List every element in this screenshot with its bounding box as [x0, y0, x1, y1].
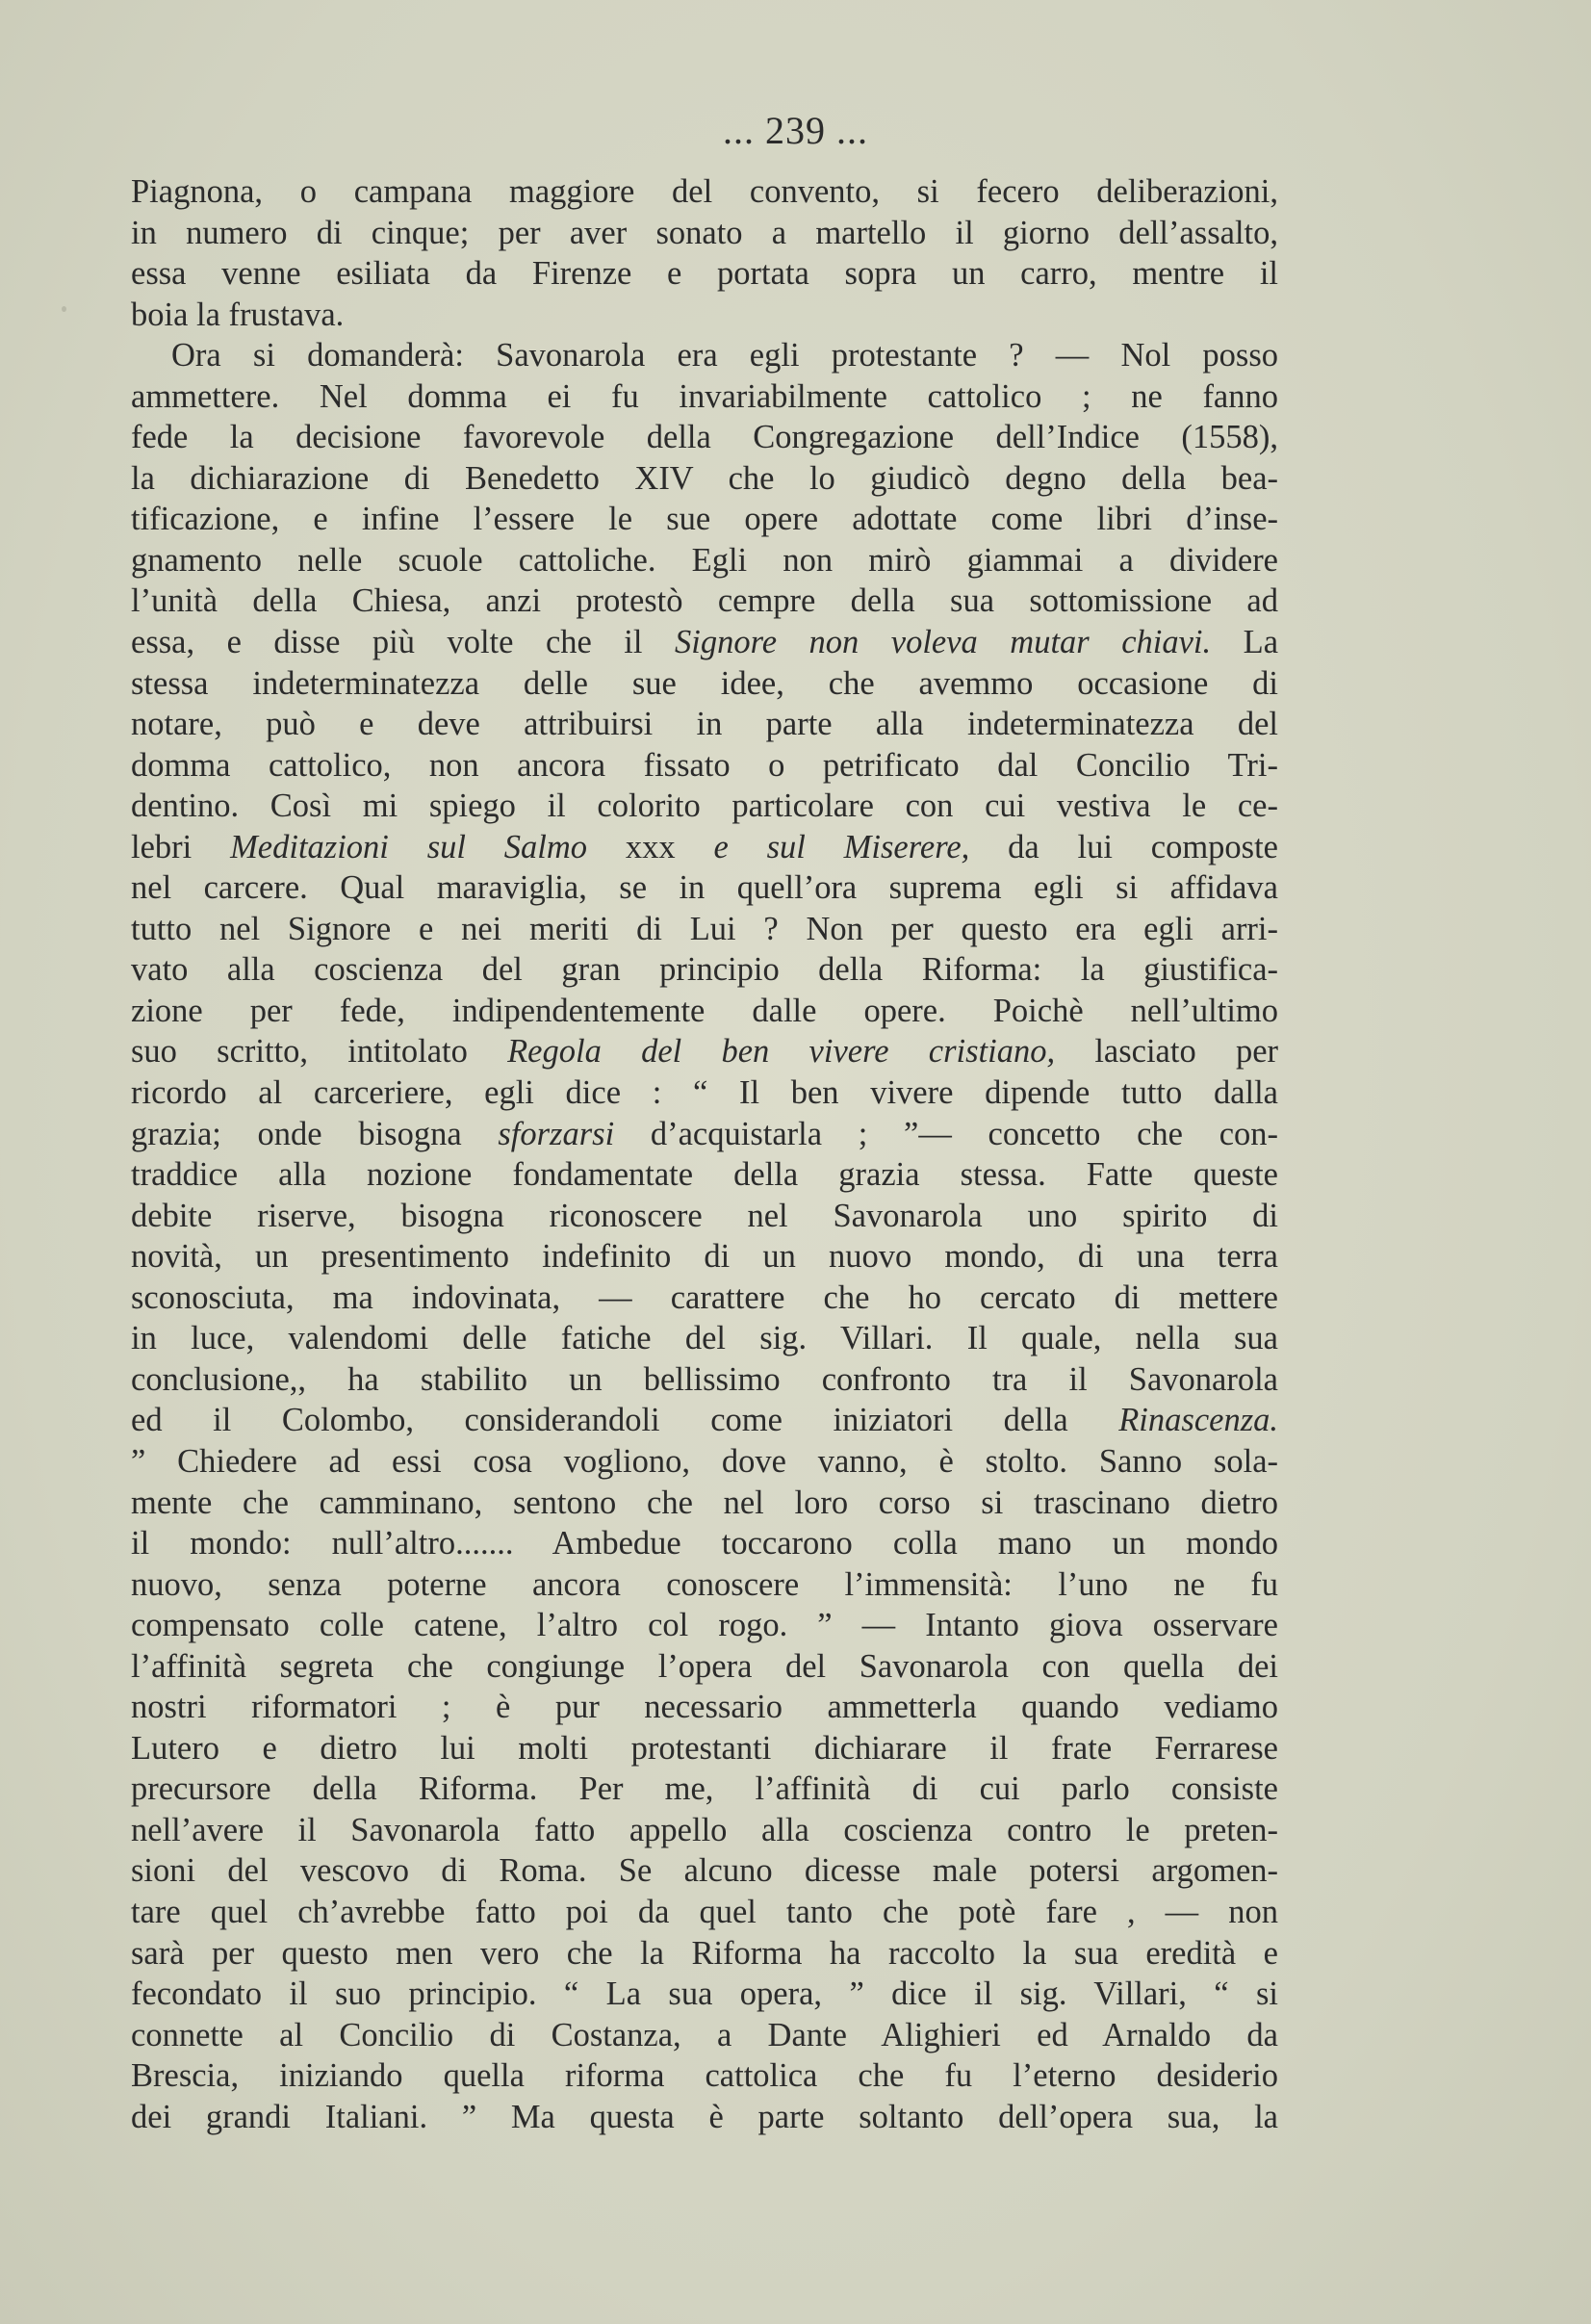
- body-text: [131, 171, 1278, 2137]
- text-line: [131, 909, 1278, 950]
- text-line: [131, 540, 1278, 581]
- text-run: Brescia, iniziando quella riforma cattolica che fu l’eterno desiderio: [131, 2057, 1278, 2095]
- text-run: in luce, valendomi delle fatiche del sig. Villari. Il quale, nella sua: [131, 1320, 1278, 1357]
- text-line: [131, 1974, 1278, 2015]
- text-run: zione per fede, indipendentemente dalle opere. Poichè nell’ultimo: [131, 992, 1278, 1029]
- text-line: [131, 1278, 1278, 1319]
- text-line: [131, 867, 1278, 909]
- text-line: [131, 1400, 1278, 1441]
- text-line: [131, 1687, 1278, 1728]
- text-run: compensato colle catene, l’altro col rogo. ” — Intanto giova osservare: [131, 1607, 1278, 1644]
- text-run: boia la frustava.: [131, 296, 345, 333]
- text-line: [131, 1892, 1278, 1933]
- text-line: [131, 704, 1278, 745]
- text-run: nostri riformatori ; è pur necessario ammetterla quando vediamo: [131, 1689, 1278, 1726]
- text-line: [131, 1154, 1278, 1196]
- text-line: [131, 1850, 1278, 1892]
- text-line: [131, 1564, 1278, 1606]
- paper-speck: [62, 306, 66, 312]
- text-line: [131, 458, 1278, 500]
- text-run: ricordo al carceriere, egli dice : “ Il ben vivere dipende tutto dalla: [131, 1074, 1278, 1112]
- text-run: fecondato il suo principio. “ La sua opera, ” dice il sig. Villari, “ si: [131, 1975, 1278, 2013]
- text-run: lebri: [131, 828, 231, 865]
- text-run: debite riserve, bisogna riconoscere nel Savonarola uno spirito di: [131, 1197, 1278, 1234]
- text-run: grazia; onde bisogna: [131, 1115, 499, 1152]
- text-run: l’affinità segreta che congiunge l’opera del Savonarola con quella dei: [131, 1647, 1278, 1685]
- text-run: lasciato per: [1055, 1033, 1278, 1071]
- text-line: [131, 1483, 1278, 1524]
- text-run: gnamento nelle scuole cattoliche. Egli non mirò giammai a dividere: [131, 541, 1278, 579]
- text-run: ammettere. Nel domma ei fu invariabilmente cattolico ; ne fanno: [131, 377, 1278, 415]
- text-run: domma cattolico, non ancora fissato o petrificato dal Concilio Tri-: [131, 746, 1278, 784]
- text-run: d’acquistarla ; ”— concetto che con-: [614, 1115, 1279, 1152]
- text-run: xxx: [587, 828, 714, 865]
- italic-text: Meditazioni sul Salmo: [230, 828, 588, 865]
- text-line: [131, 786, 1278, 827]
- text-line: [131, 1318, 1278, 1359]
- text-run: conclusione,, ha stabilito un bellissimo confronto tra il Savonarola: [131, 1360, 1278, 1398]
- text-line: [131, 581, 1278, 622]
- italic-text: e sul Miserere,: [713, 828, 970, 865]
- text-line: [131, 2015, 1278, 2056]
- text-run: tutto nel Signore e nei meriti di Lui ? Non per questo era egli arri-: [131, 910, 1278, 947]
- text-line: [131, 376, 1278, 418]
- text-run: stessa indeterminatezza delle sue idee, che avemmo occasione di: [131, 664, 1278, 702]
- text-line: [131, 1605, 1278, 1646]
- text-run: il mondo: null’altro....... Ambedue toccarono colla mano un mondo: [131, 1525, 1278, 1562]
- text-line: [131, 253, 1278, 295]
- text-line: [131, 1114, 1278, 1155]
- text-line: [131, 1031, 1278, 1072]
- text-line: [131, 827, 1278, 868]
- text-run: essa, e disse più volte che il: [131, 624, 675, 661]
- text-run: nell’avere il Savonarola fatto appello alla coscienza contro le preten-: [131, 1811, 1278, 1848]
- text-line: [131, 2055, 1278, 2097]
- text-run: Piagnona, o campana maggiore del convento, si fecero deliberazioni,: [131, 173, 1278, 210]
- text-line: [131, 417, 1278, 458]
- text-line: [131, 1072, 1278, 1114]
- italic-text: Rinascenza.: [1118, 1402, 1278, 1439]
- text-run: Ora si domanderà: Savonarola era egli protestante ? — Nol posso: [171, 337, 1278, 374]
- text-line: [131, 295, 1278, 336]
- text-run: suo scritto, intitolato: [131, 1033, 508, 1071]
- text-run: dentino. Così mi spiego il colorito particolare con cui vestiva le ce-: [131, 788, 1278, 825]
- text-line: [131, 1646, 1278, 1688]
- text-line: [131, 1933, 1278, 1975]
- text-run: precursore della Riforma. Per me, l’affinità di cui parlo consiste: [131, 1770, 1278, 1808]
- italic-text: sforzarsi: [498, 1115, 615, 1152]
- text-run: tare quel ch’avrebbe fatto poi da quel tanto che potè fare , — non: [131, 1893, 1278, 1930]
- text-run: Lutero e dietro lui molti protestanti dichiarare il frate Ferrarese: [131, 1729, 1278, 1767]
- page-number: ... 239 ...: [723, 109, 868, 152]
- text-line: [131, 991, 1278, 1032]
- text-run: dei grandi Italiani. ” Ma questa è parte soltanto dell’opera sua, la: [131, 2098, 1278, 2135]
- italic-text: Regola del ben vivere cristiano,: [507, 1033, 1056, 1071]
- text-run: sioni del vescovo di Roma. Se alcuno dicesse male potersi argomen-: [131, 1852, 1278, 1890]
- text-run: essa venne esiliata da Firenze e portata sopra un carro, mentre il: [131, 255, 1278, 293]
- text-line: [131, 213, 1278, 254]
- text-run: connette al Concilio di Costanza, a Dante Alighieri ed Arnaldo da: [131, 2016, 1278, 2053]
- text-line: [131, 1728, 1278, 1769]
- text-run: tificazione, e infine l’essere le sue opere adottate come libri d’inse-: [131, 501, 1278, 538]
- text-line: [131, 1236, 1278, 1278]
- text-run: l’unità della Chiesa, anzi protestò cempre della sua sottomissione ad: [131, 582, 1278, 620]
- text-run: fede la decisione favorevole della Congregazione dell’Indice (1558),: [131, 419, 1278, 456]
- text-run: nuovo, senza poterne ancora conoscere l’immensità: l’uno ne fu: [131, 1565, 1278, 1603]
- text-line: [131, 1769, 1278, 1810]
- text-line: [131, 663, 1278, 705]
- text-run: mente che camminano, sentono che nel loro corso si trascinano dietro: [131, 1484, 1278, 1521]
- text-line: [131, 171, 1278, 213]
- text-run: nel carcere. Qual maraviglia, se in quell’ora suprema egli si affidava: [131, 869, 1278, 907]
- text-line: [131, 499, 1278, 540]
- text-run: sconosciuta, ma indovinata, — carattere che ho cercato di mettere: [131, 1278, 1278, 1316]
- text-line: [131, 622, 1278, 663]
- italic-text: Signore non voleva mutar chiavi.: [674, 624, 1212, 661]
- text-run: in numero di cinque; per aver sonato a martello il giorno dell’assalto,: [131, 214, 1278, 251]
- text-run: La: [1211, 624, 1279, 661]
- text-line: [131, 335, 1278, 376]
- text-line: [131, 2097, 1278, 2138]
- text-line: [131, 1196, 1278, 1237]
- text-run: notare, può e deve attribuirsi in parte alla indeterminatezza del: [131, 706, 1278, 743]
- text-line: [131, 1441, 1278, 1483]
- text-line: [131, 1359, 1278, 1401]
- text-run: ” Chiedere ad essi cosa vogliono, dove vanno, è stolto. Sanno sola-: [131, 1442, 1278, 1480]
- text-run: la dichiarazione di Benedetto XIV che lo giudicò degno della bea-: [131, 459, 1278, 497]
- text-run: traddice alla nozione fondamentate della grazia stessa. Fatte queste: [131, 1156, 1278, 1194]
- text-run: sarà per questo men vero che la Riforma ha raccolto la sua eredità e: [131, 1934, 1278, 1972]
- text-line: [131, 745, 1278, 787]
- text-run: vato alla coscienza del gran principio della Riforma: la giustifica-: [131, 951, 1278, 989]
- text-run: novità, un presentimento indefinito di un nuovo mondo, di una terra: [131, 1238, 1278, 1276]
- text-line: [131, 949, 1278, 991]
- text-run: ed il Colombo, considerandoli come iniziatori della: [131, 1402, 1119, 1439]
- text-line: [131, 1810, 1278, 1851]
- text-line: [131, 1523, 1278, 1564]
- text-run: da lui composte: [969, 828, 1278, 865]
